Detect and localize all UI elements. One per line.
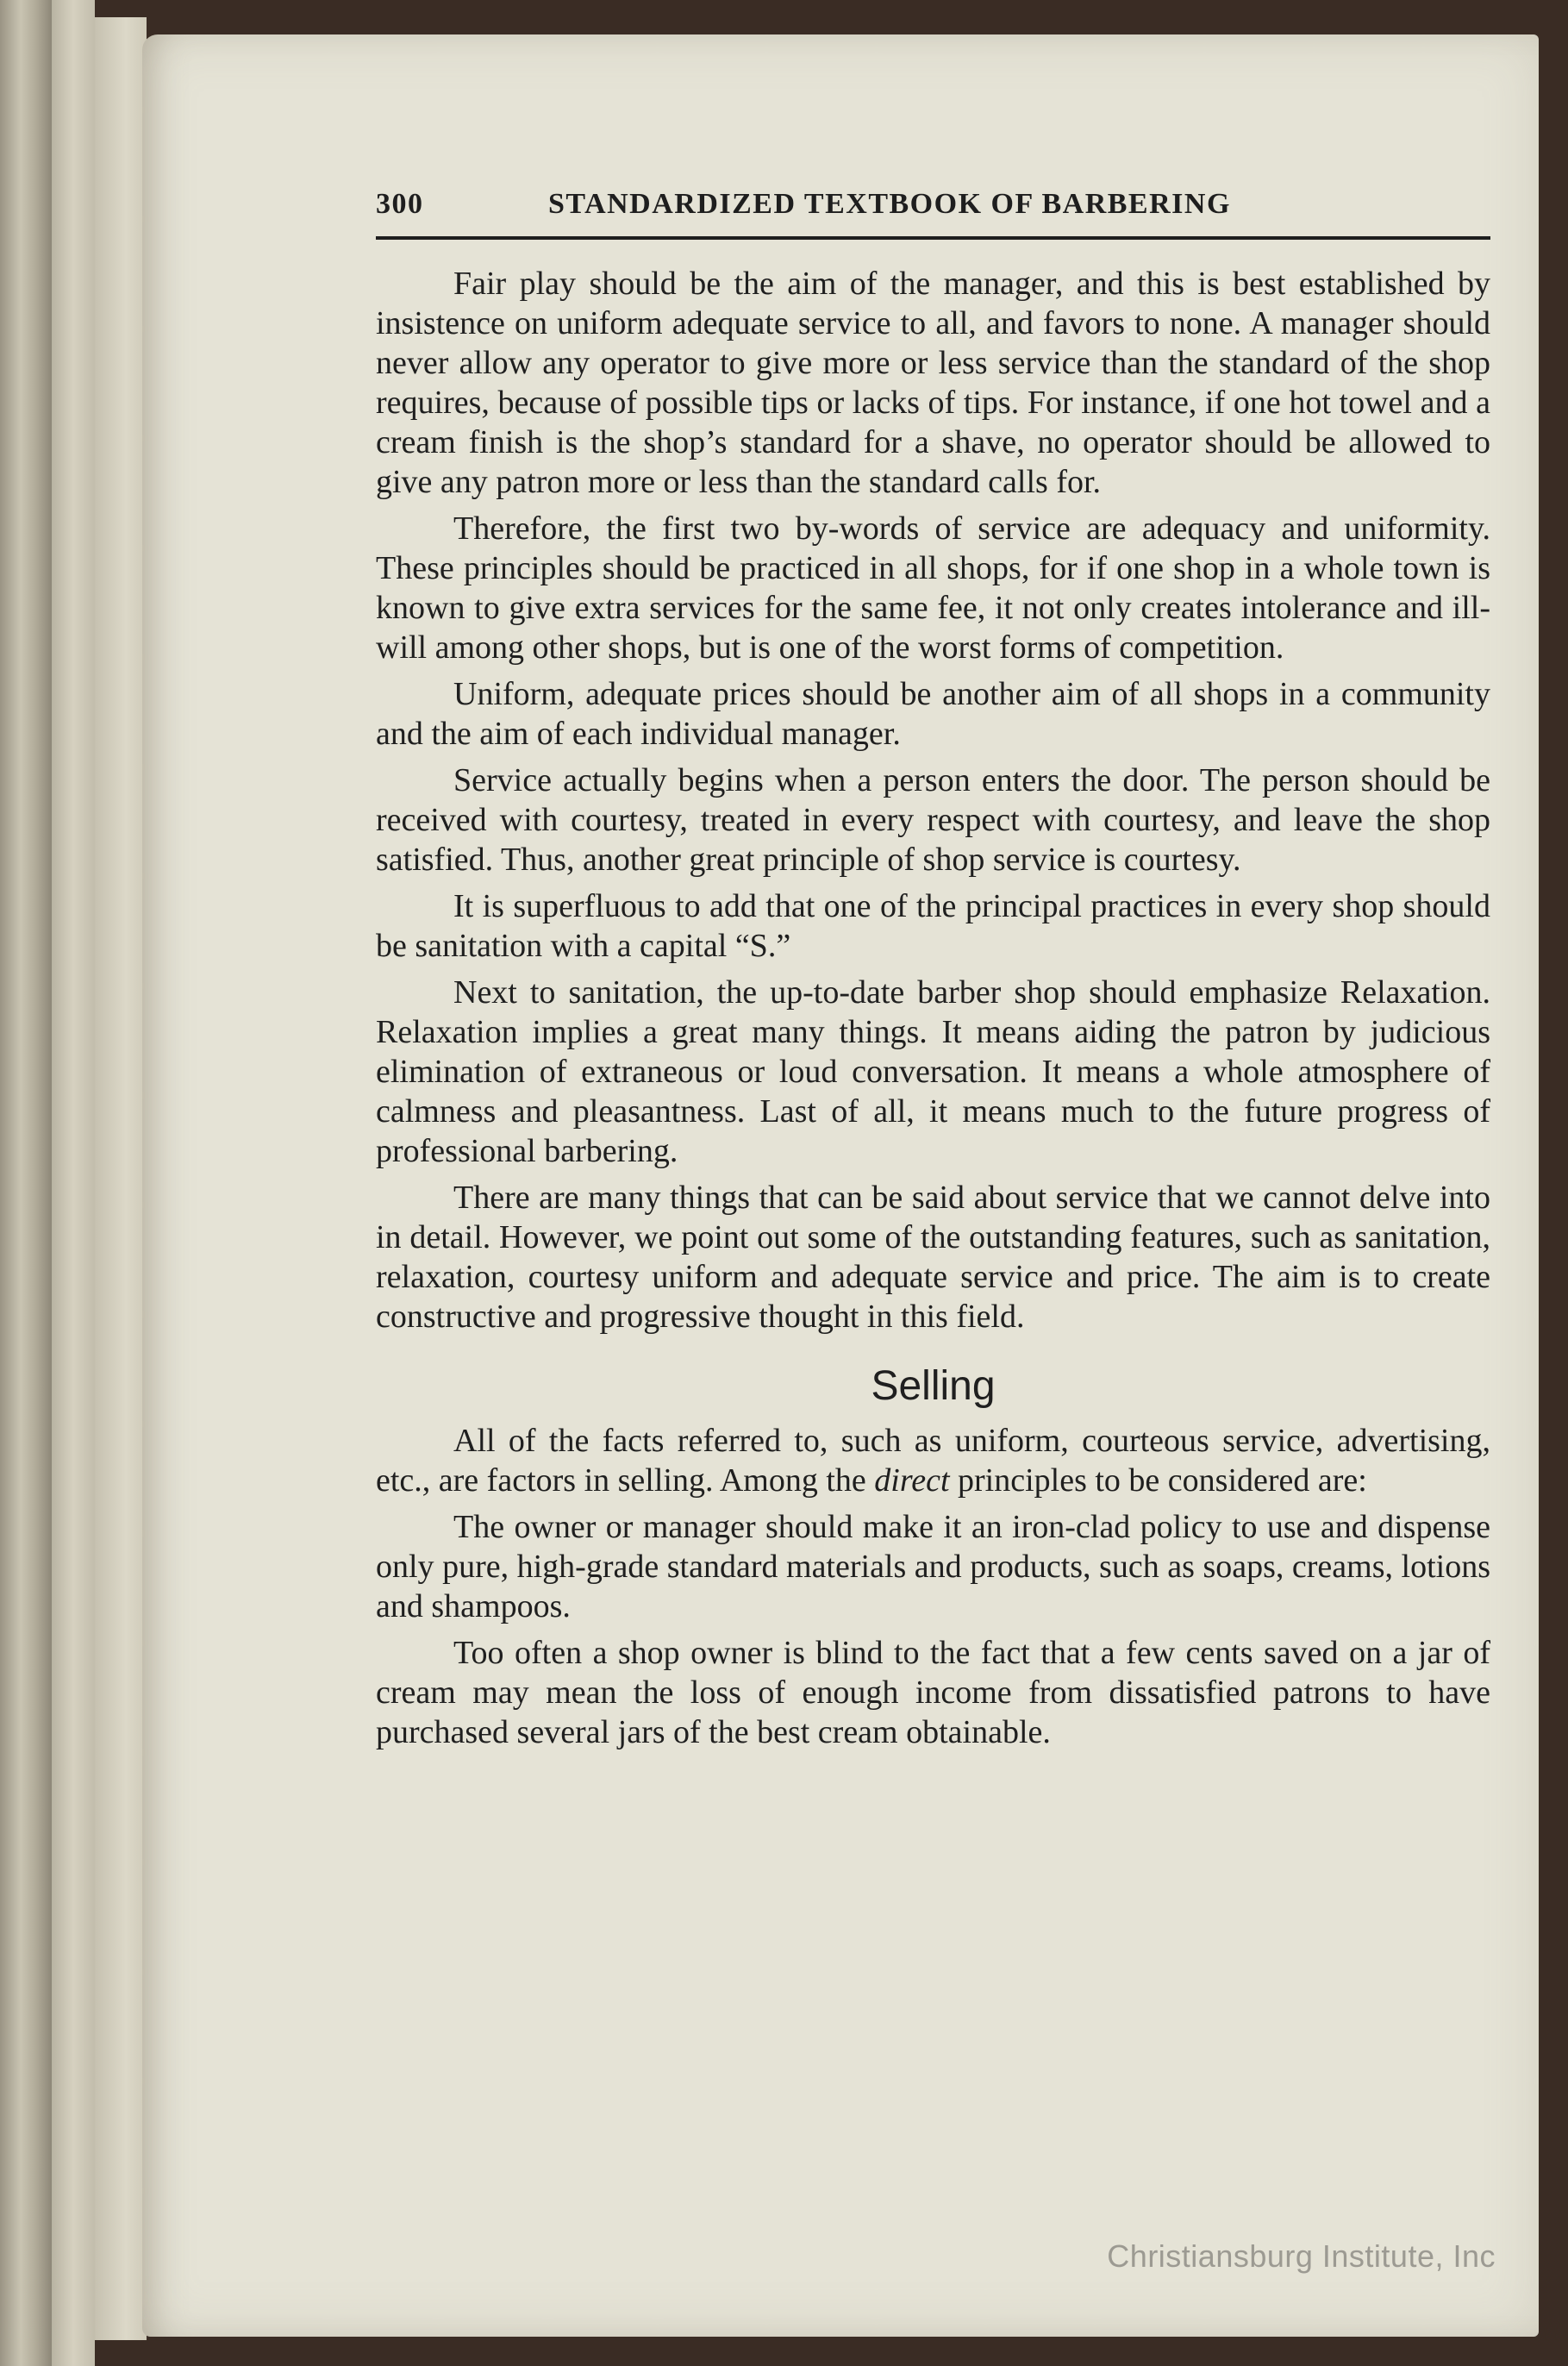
book-edge-inner	[95, 17, 147, 2340]
paragraph: Next to sanitation, the up-to-date barber shop should emphasize Relaxation. Relaxation implies a great many things. It means aiding the patron by judicious elimination of extraneous or loud conversation. It means a whole atmosphere of calmness and pleasantness. Last of all, it means much to the future progress of professional barbering.	[376, 974, 1490, 1169]
paragraph: Uniform, adequate prices should be another aim of all shops in a community and the aim of each individual manager.	[376, 676, 1490, 752]
intro-text-start: All of the facts referred to, such as uniform, courteous service, advertising, etc., are factors in selling. Among the	[376, 1423, 1490, 1499]
paragraph: The owner or manager should make it an iron-clad policy to use and dispense only pure, high-grade standard materials and products, such as soaps, creams, lotions and shampoos.	[376, 1509, 1490, 1624]
running-title: STANDARDIZED TEXTBOOK OF BARBERING	[548, 188, 1231, 220]
page-number: 300	[376, 188, 424, 220]
paragraph: There are many things that can be said about service that we cannot delve into in detail. However, we point out some of the outstanding features, such as sanitation, relaxation, courtesy uniform and adequate service and price. The aim is to create constructive and progressive thought in this field.	[376, 1180, 1490, 1335]
paragraph: Therefore, the first two by-words of service are adequacy and uniformity. These principles should be practiced in all shops, for if one shop in a whole town is known to give extra services for the same fee, it not only creates intolerance and ill-will among other shops, but is one of the worst forms of competition.	[376, 510, 1490, 666]
book-edge-outer	[0, 0, 52, 2366]
section-intro-paragraph	[376, 1421, 1490, 1500]
paragraph: Fair play should be the aim of the manager, and this is best established by insistence on uniform adequate service to all, and favors to none. A manager should never allow any operator to give more or less service than the standard of the shop requires, because of possible tips or lacks of tips. For instance, if one hot towel and a cream finish is the shop’s standard for a shave, no operator should be allowed to give any patron more or less than the standard calls for.	[376, 266, 1490, 500]
section-heading: Selling	[871, 1363, 996, 1409]
page-header	[376, 185, 1490, 240]
page-body	[376, 264, 1490, 1759]
paragraph: Service actually begins when a person enters the door. The person should be received with courtesy, treated in every respect with courtesy, and leave the shop satisfied. Thus, another great principle of shop service is courtesy.	[376, 762, 1490, 878]
book-edge-middle	[52, 0, 95, 2366]
paragraph: It is superfluous to add that one of the principal practices in every shop should be sanitation with a capital “S.”	[376, 888, 1490, 964]
watermark: Christiansburg Institute, Inc	[1107, 2238, 1496, 2274]
paragraph: Too often a shop owner is blind to the fact that a few cents saved on a jar of cream may mean the loss of enough income from dissatisfied patrons to have purchased several jars of the best cream obtainable.	[376, 1635, 1490, 1750]
intro-italic-word: direct	[874, 1462, 950, 1499]
intro-text-end: principles to be considered are:	[949, 1462, 1367, 1499]
